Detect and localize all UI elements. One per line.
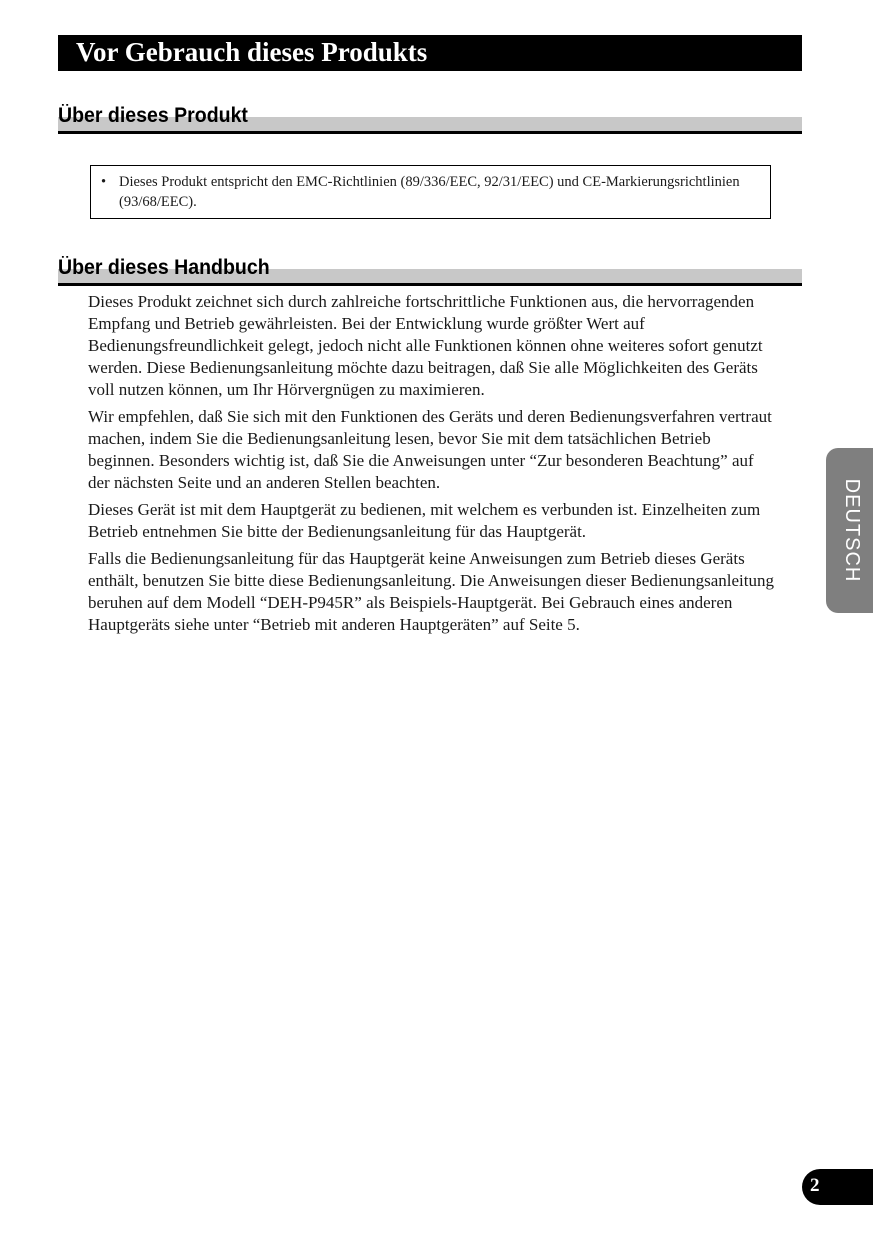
section-title-product: Über dieses Produkt — [58, 104, 248, 127]
language-tab — [826, 448, 873, 613]
notice-box — [90, 165, 771, 219]
page-number: 2 — [810, 1175, 820, 1196]
paragraph: Wir empfehlen, daß Sie sich mit den Funktionen des Geräts und deren Bedienungsverfahren vertraut machen, indem Sie die Bedienungsanleitung lesen, bevor Sie mit dem tatsächlichen Betrieb beginnen. Besonders wichtig ist, daß Sie die Anweisungen unter “Zur besonderen Beachtung” auf der nächsten Seite und an anderen Stellen beachten. — [88, 407, 772, 492]
bullet: • — [101, 174, 107, 190]
manual-body — [88, 291, 778, 641]
section-heading-row — [58, 253, 802, 286]
section-heading-row — [58, 101, 802, 134]
page-title: Vor Gebrauch dieses Produkts — [76, 37, 428, 67]
paragraph: Falls die Bedienungsanleitung für das Hauptgerät keine Anweisungen zum Betrieb dieses Geräts enthält, benutzen Sie bitte diese Bedienungsanleitung. Die Anweisungen dieser Bedienungsanleitung beruhen auf dem Modell “DEH-P945R” als Beispiels-Hauptgerät. Bei Gebrauch eines anderen Hauptgeräts siehe unter “Betrieb mit anderen Hauptgeräten” auf Seite 5. — [88, 549, 774, 634]
section-heading-product — [58, 101, 802, 134]
language-tab-label: DEUTSCH — [841, 478, 863, 583]
section-heading-manual — [58, 253, 802, 286]
page-number-tab — [802, 1169, 873, 1205]
paragraph: Dieses Gerät ist mit dem Hauptgerät zu bedienen, mit welchem es verbunden ist. Einzelheiten zum Betrieb entnehmen Sie bitte der Bedienungsanleitung für das Hauptgerät. — [88, 500, 761, 541]
section-title-manual: Über dieses Handbuch — [58, 256, 270, 279]
page-title-bar — [58, 35, 802, 71]
paragraph: Dieses Produkt zeichnet sich durch zahlreiche fortschrittliche Funktionen aus, die hervorragenden Empfang und Betrieb gewährleisten. Bei der Entwicklung wurde größter Wert auf Bedienungsfreundlichkeit gelegt, jedoch nicht alle Funktionen können ohne weiteres sofort genutzt werden. Diese Bedienungsanleitung möchte dazu beitragen, daß Sie alle Möglichkeiten des Geräts voll nutzen können, um Ihr Hörvergnügen zu maximieren. — [88, 292, 763, 399]
notice-text: Dieses Produkt entspricht den EMC-Richtlinien (89/336/EEC, 92/31/EEC) und CE-Markierungsrichtlinien (93/68/EEC). — [119, 174, 740, 210]
